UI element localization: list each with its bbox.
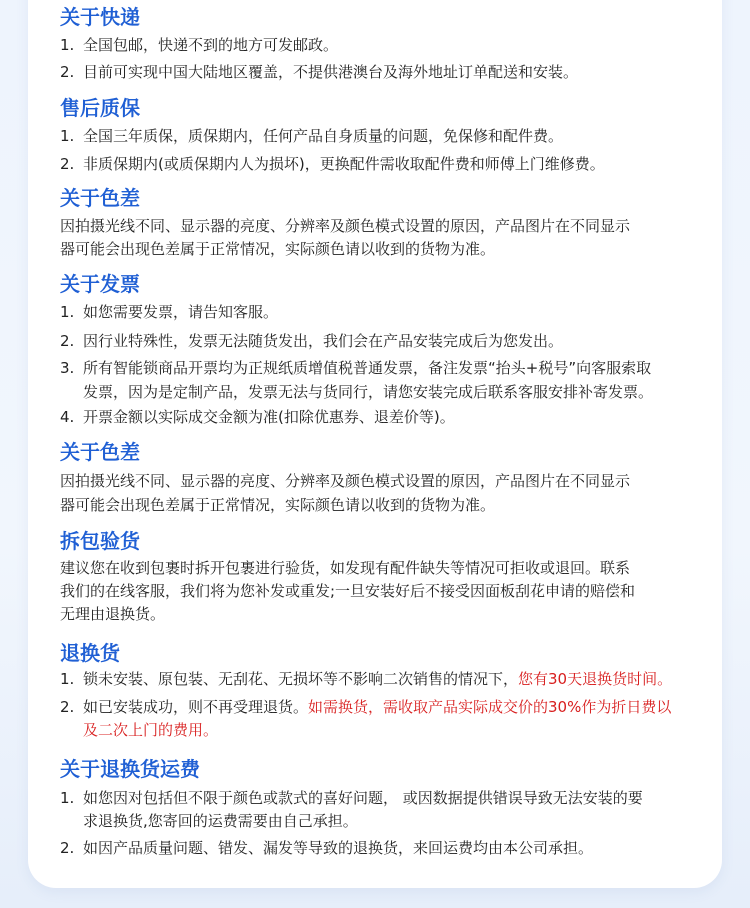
item-text: 全国包邮，快递不到的地方可发邮政。 [83, 36, 339, 54]
item-text: 全国三年质保，质保期内，任何产品自身质量的问题，免保修和配件费。 [83, 127, 564, 145]
section-title: 售后质保 [60, 96, 140, 120]
section-title: 退换货 [60, 641, 120, 665]
item-text: 开票金额以实际成交金额为准(扣除优惠券、退差价等)。 [83, 408, 455, 426]
highlight-text: 如需换货，需收取产品实际成交价的30%作为折日费以 [308, 698, 672, 716]
item-number: 2. [60, 332, 75, 350]
section-title: 关于发票 [60, 272, 140, 296]
item-text [83, 669, 672, 689]
paragraph-line: 因拍摄光线不同、显示器的亮度、分辨率及颜色模式设置的原因，产品图片在不同显示 [60, 217, 631, 235]
item-number: 1. [60, 789, 75, 807]
item-number: 1. [60, 36, 75, 54]
section-title: 关于快递 [60, 5, 140, 29]
section-title: 拆包验货 [60, 529, 140, 553]
item-number: 2. [60, 155, 75, 173]
paragraph-line: 因拍摄光线不同、显示器的亮度、分辨率及颜色模式设置的原因，产品图片在不同显示 [60, 472, 631, 490]
highlight-text: 及二次上门的费用。 [83, 721, 219, 739]
section-title: 关于色差 [60, 440, 140, 464]
item-text: 如因产品质量问题、错发、漏发等导致的退换货，来回运费均由本公司承担。 [83, 839, 594, 857]
paragraph-line: 我们的在线客服，我们将为您补发或重发;一旦安装好后不接受因面板刮花申请的赔偿和 [60, 582, 636, 600]
item-text: 所有智能锁商品开票均为正规纸质增值税普通发票，备注发票“抬头+税号”向客服索取 [83, 359, 652, 377]
section-title: 关于色差 [60, 186, 140, 210]
item-number: 1. [60, 127, 75, 145]
item-number: 2. [60, 839, 75, 857]
paragraph-line: 器可能会出现色差属于正常情况，实际颜色请以收到的货物为准。 [60, 496, 496, 514]
paragraph-line: 器可能会出现色差属于正常情况，实际颜色请以收到的货物为准。 [60, 240, 496, 258]
item-text: 发票，因为是定制产品，发票无法与货同行，请您安装完成后联系客服安排补寄发票。 [83, 383, 654, 401]
item-text: 如您因对包括但不限于颜色或款式的喜好问题， 或因数据提供错误导致无法安装的要 [83, 789, 643, 807]
item-number: 1. [60, 670, 75, 688]
section-title: 关于退换货运费 [60, 757, 200, 781]
item-number: 4. [60, 408, 75, 426]
paragraph-line: 建议您在收到包裹时拆开包裹进行验货，如发现有配件缺失等情况可拒收或退回。联系 [60, 559, 631, 577]
item-text [83, 697, 671, 717]
item-number: 2. [60, 698, 75, 716]
item-number: 3. [60, 359, 75, 377]
item-text: 因行业特殊性，发票无法随货发出，我们会在产品安装完成后为您发出。 [83, 332, 564, 350]
item-text: 求退换货,您寄回的运费需要由自己承担。 [83, 812, 358, 830]
item-number: 1. [60, 303, 75, 321]
item-text: 目前可实现中国大陆地区覆盖，不提供港澳台及海外地址订单配送和安装。 [83, 63, 579, 81]
item-text-normal: 锁未安装、原包装、无刮花、无损坏等不影响二次销售的情况下， [83, 670, 519, 688]
paragraph-line: 无理由退换货。 [60, 605, 166, 623]
item-text: 非质保期内(或质保期内人为损坏)，更换配件需收取配件费和师傅上门维修费。 [83, 155, 605, 173]
item-number: 2. [60, 63, 75, 81]
highlight-text: 您有30天退换货时间。 [518, 670, 673, 688]
item-text-normal: 如已安装成功，则不再受理退货。 [83, 698, 309, 716]
item-text: 如您需要发票，请告知客服。 [83, 303, 279, 321]
